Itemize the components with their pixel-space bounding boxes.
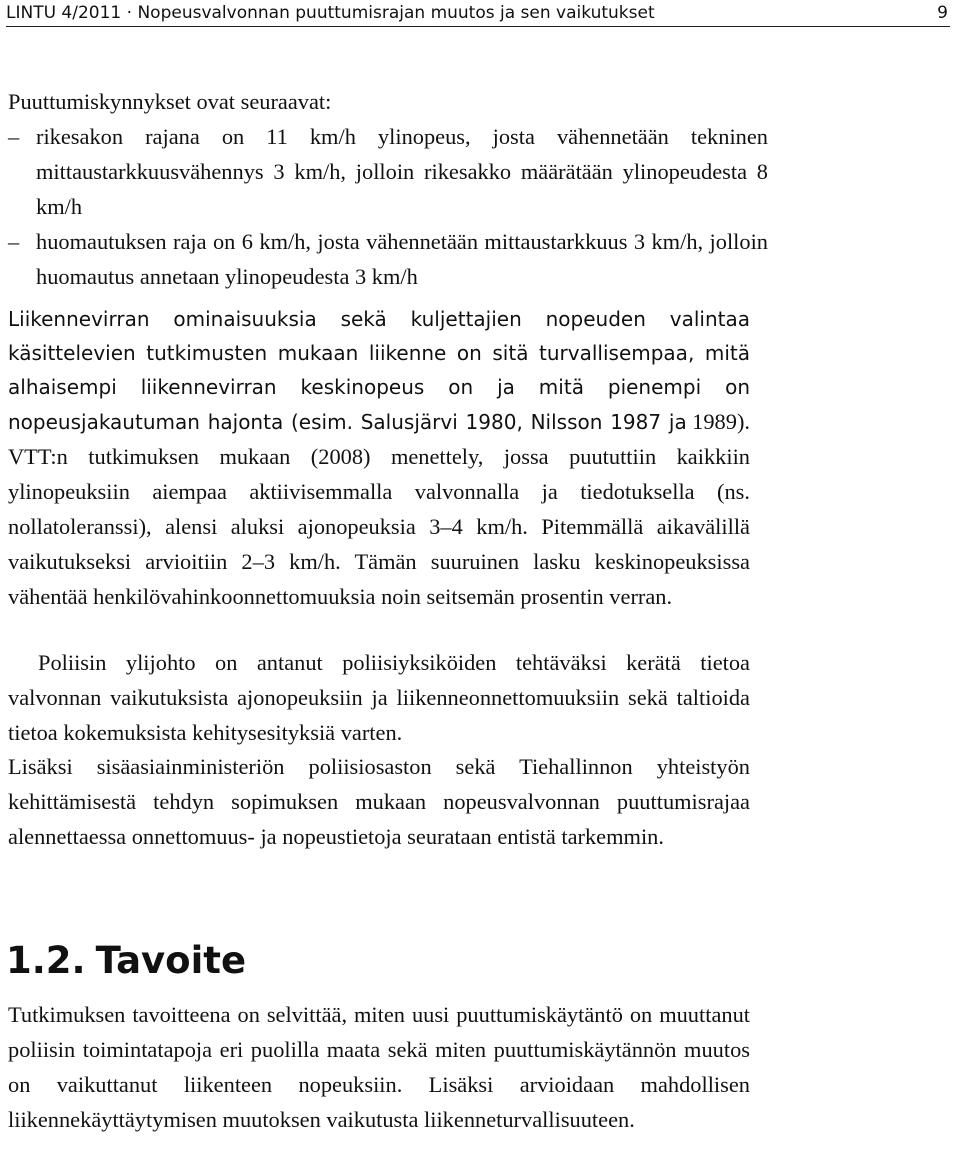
threshold-list — [8, 119, 768, 294]
body-paragraph-agreement: Lisäksi sisäasiainministeriön poliisiosaston sekä Tiehallinnon yhteistyön kehittämisestä tehdyn sopimuksen mukaan nopeusvalvonnan puuttumisrajaa alennettaessa onnettomuus- ja nopeustietoja seurataan entistä tarkemmin. — [8, 754, 750, 849]
list-item-text: huomautuksen raja on 6 km/h, josta vähennetään mittaustarkkuus 3 km/h, jolloin huomautus annetaan ylinopeudesta 3 km/h — [36, 229, 768, 289]
list-dash: – — [8, 229, 20, 254]
running-title: LINTU 4/2011 · Nopeusvalvonnan puuttumisrajan muutos ja sen vaikutukset — [6, 3, 655, 23]
paragraph-serif-part: 1989). VTT:n tutkimuksen mukaan (2008) menettely, jossa puututtiin kaikkiin ylinopeuksiin aiempaa aktiivisemmalla valvonnalla ja tiedotuksella (ns. nollatoleranssi), alensi aluksi ajonopeuksia 3–4 km/h. Pitemmällä aikavälillä vaikutukseksi arvioitiin 2–3 km/h. Tämän suuruinen lasku keskinopeuksissa vähentää henkilövahinkoonnettomuuksia noin seitsemän prosentin verran. — [8, 409, 750, 609]
list-dash: – — [8, 124, 20, 149]
section-title: Tavoite — [95, 939, 247, 982]
page-number: 9 — [937, 3, 948, 23]
page-header — [6, 0, 950, 27]
body-paragraph-police-directive: Poliisin ylijohto on antanut poliisiyksiköiden tehtäväksi kerätä tietoa valvonnan vaikutuksista ajonopeuksiin ja liikenneonnettomuuksiin sekä taltioida tietoa kokemuksista kehitysesityksiä varten. — [8, 650, 750, 745]
intro-text: Puuttumiskynnykset ovat seuraavat: — [8, 89, 332, 114]
list-item — [8, 119, 768, 224]
list-item — [8, 224, 768, 294]
list-item-text: rikesakon rajana on 11 km/h ylinopeus, josta vähennetään tekninen mittaustarkkuusvähennys 3 km/h, jolloin rikesakko määrätään ylinopeudesta 8 km/h — [36, 124, 768, 219]
body-paragraph-traffic-flow — [8, 302, 750, 614]
section-heading — [6, 936, 246, 986]
paragraph-sans-part: Liikennevirran ominaisuuksia sekä kuljettajien nopeuden valintaa käsittelevien tutkimusten mukaan liikenne on sitä turvallisempaa, mitä alhaisempi liikennevirran keskinopeus on ja mitä pienempi on nopeusjakautuman hajonta (esim. Salusjärvi 1980, Nilsson 1987 ja — [8, 307, 750, 434]
section-number: 1.2. — [6, 939, 86, 982]
body-paragraph-objective: Tutkimuksen tavoitteena on selvittää, miten uusi puuttumiskäytäntö on muuttanut poliisin toimintatapoja eri puolilla maata sekä miten puuttumiskäytännön muutos on vaikuttanut liikenteen nopeuksiin. Lisäksi arvioidaan mahdollisen liikennekäyttäytymisen muutoksen vaikutusta liikenneturvallisuuteen. — [8, 1002, 750, 1132]
